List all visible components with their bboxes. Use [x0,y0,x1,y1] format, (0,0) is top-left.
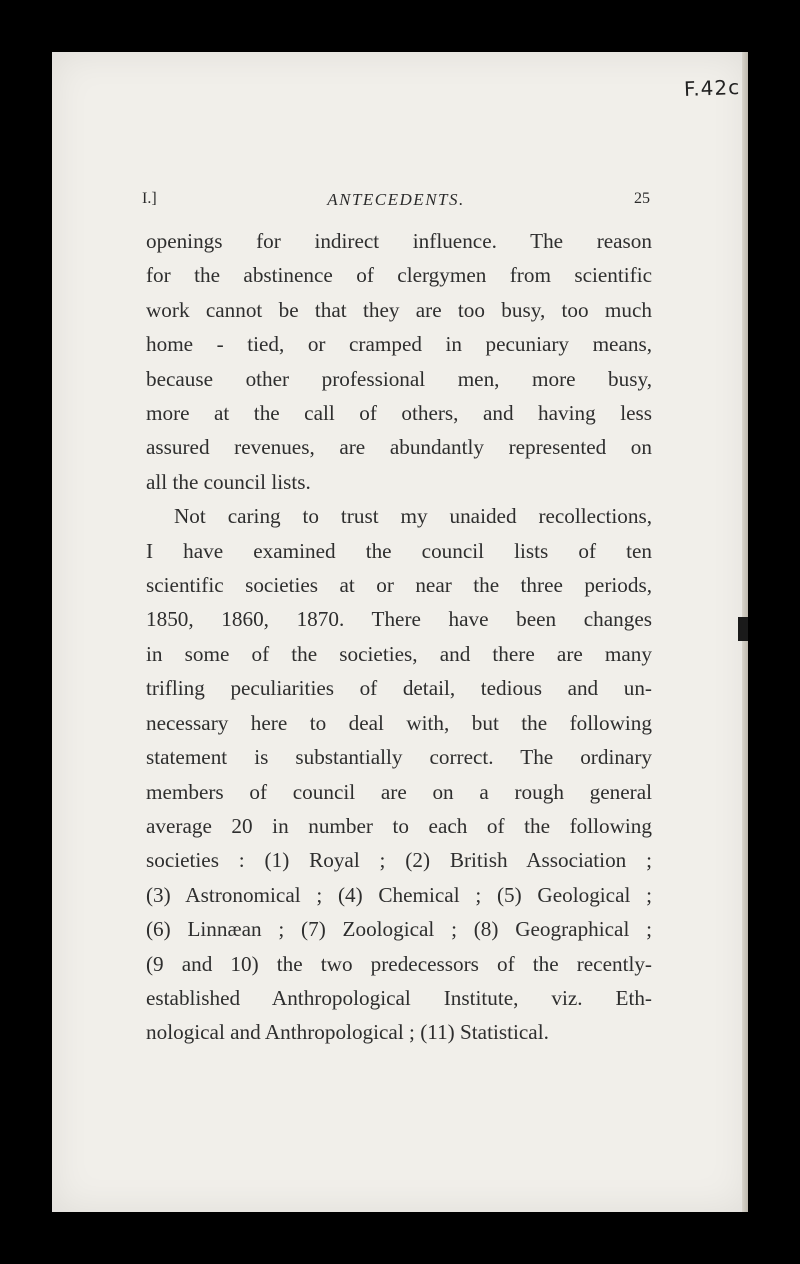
text-line: necessary here to deal with, but the following [146,710,652,735]
text-line: nological and Anthropological ; (11) Statistical. [146,1020,549,1045]
text-line: Not caring to trust my unaided recollections, [174,504,652,529]
text-line: home - tied, or cramped in pecuniary means, [146,332,652,357]
text-line: (6) Linnæan ; (7) Zoological ; (8) Geographical ; [146,917,652,942]
book-page [52,52,748,1212]
text-line: scientific societies at or near the three periods, [146,573,652,598]
text-line: because other professional men, more busy, [146,366,652,391]
text-line: average 20 in number to each of the following [146,813,652,838]
text-line: more at the call of others, and having less [146,401,652,426]
text-line: societies : (1) Royal ; (2) British Association ; [146,848,652,873]
page-number: 25 [634,190,650,207]
text-line: all the council lists. [146,469,311,494]
text-line: (9 and 10) the two predecessors of the recently- [146,951,652,976]
text-line: 1850, 1860, 1870. There have been changes [146,607,652,632]
text-line: openings for indirect influence. The reason [146,229,652,253]
chapter-number: I.] [142,190,157,207]
page-tab-mark [738,617,748,641]
text-line: in some of the societies, and there are many [146,641,652,666]
handwritten-shelfmark: F.42c [683,75,741,101]
text-line: established Anthropological Institute, viz. Eth- [146,985,652,1010]
running-head [142,190,650,214]
text-line: work cannot be that they are too busy, too much [146,297,652,322]
text-line: assured revenues, are abundantly represented on [146,435,652,460]
chapter-title: ANTECEDENTS. [327,190,465,209]
text-line: statement is substantially correct. The ordinary [146,745,652,770]
text-line: for the abstinence of clergymen from scientific [146,263,652,288]
body-text [146,224,652,1050]
text-line: (3) Astronomical ; (4) Chemical ; (5) Geological ; [146,882,652,907]
text-line: I have examined the council lists of ten [146,538,652,563]
text-line: trifling peculiarities of detail, tedious and un- [146,676,652,701]
text-line: members of council are on a rough general [146,779,652,804]
